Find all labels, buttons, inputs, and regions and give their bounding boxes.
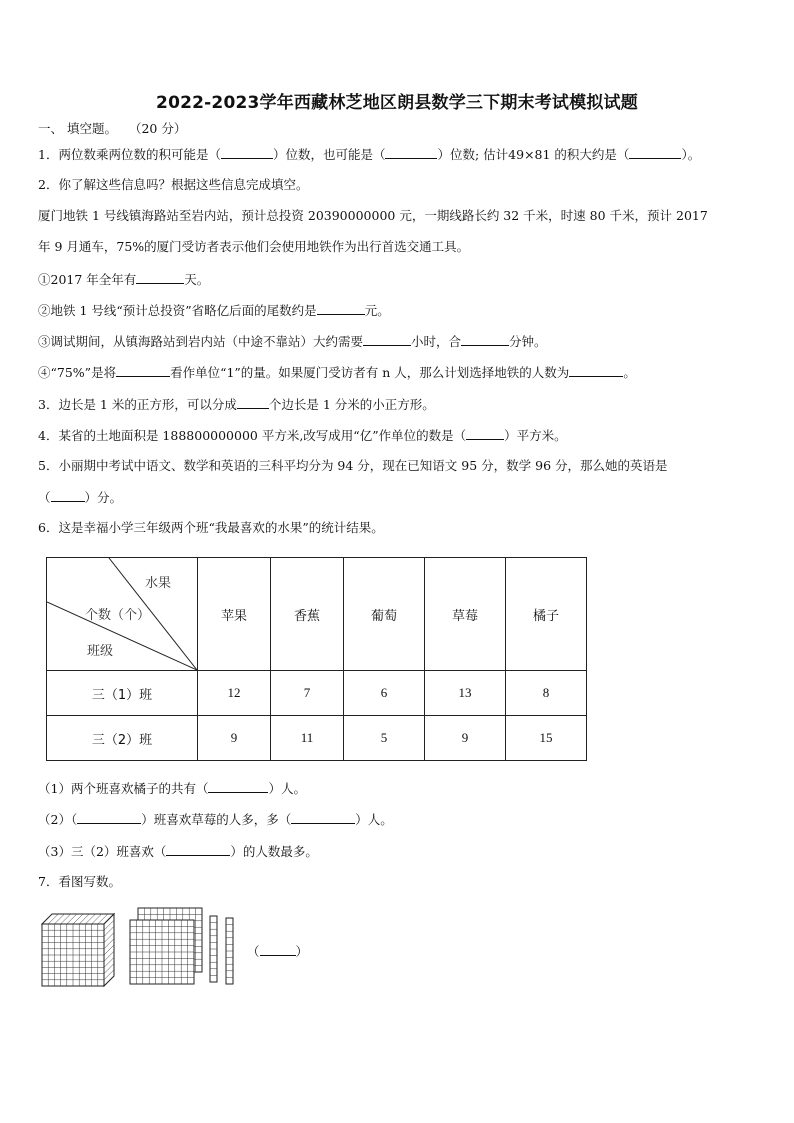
question-2-paragraph-1: 厦门地铁 1 号线镇海路站至岩内站，预计总投资 20390000000 元，一期线路长约 32 千米，时速 80 千米，预计 2017 — [38, 208, 708, 223]
q7-blank[interactable] — [260, 943, 296, 956]
corner-label-class: 班级 — [87, 644, 114, 659]
table-cell: 11 — [271, 716, 344, 761]
question-7-answer — [247, 942, 308, 960]
q2-s4-blank-1[interactable] — [116, 364, 170, 377]
q1-blank-1[interactable] — [221, 146, 273, 159]
q3-blank[interactable] — [237, 396, 269, 409]
base-ten-blocks-image — [40, 906, 240, 990]
q2-s3-blank-1[interactable] — [363, 333, 411, 346]
question-2-item-1 — [38, 271, 209, 288]
table-header-row — [47, 558, 587, 671]
column-header: 草莓 — [425, 558, 506, 671]
q6-sub2-text-a: （2）（ — [38, 812, 78, 827]
question-6-sub-2 — [38, 811, 393, 828]
table-cell: 9 — [425, 716, 506, 761]
question-5-line-1: 5．小丽期中考试中语文、数学和英语的三科平均分为 94 分，现在已知语文 95 分，数学 96 分，那么她的英语是 — [38, 458, 668, 473]
q1-blank-2[interactable] — [385, 146, 437, 159]
q2-s4-text-b: 看作单位“1”的量。如果厦门受访者有 n 人，那么计划选择地铁的人数为 — [170, 365, 570, 380]
table-row — [47, 671, 587, 716]
question-6-sub-3 — [38, 843, 318, 860]
question-2-item-3 — [38, 333, 547, 350]
q3-text-a: 3．边长是 1 米的正方形，可以分成 — [38, 397, 237, 412]
q2-s1-text-a: ①2017 年全年有 — [38, 272, 137, 287]
table-cell: 6 — [344, 671, 425, 716]
table-cell: 15 — [506, 716, 587, 761]
column-header: 香蕉 — [271, 558, 344, 671]
table-cell: 12 — [198, 671, 271, 716]
q2-s4-text-a: ④“75%”是将 — [38, 365, 117, 380]
q1-text-a: 1．两位数乘两位数的积可能是（ — [38, 147, 221, 162]
q5-text-a: （ — [38, 490, 51, 505]
fruit-table — [46, 557, 587, 761]
table-row — [47, 716, 587, 761]
q6-sub3-blank[interactable] — [166, 843, 230, 856]
q5-blank[interactable] — [51, 489, 85, 502]
row-header: 三（1）班 — [47, 671, 198, 716]
question-6-sub-1 — [38, 780, 306, 797]
question-5-line-2 — [38, 489, 122, 506]
q6-sub3-text-a: （3）三（2）班喜欢（ — [38, 844, 167, 859]
q5-text-b: ）分。 — [84, 490, 123, 505]
column-header: 橘子 — [506, 558, 587, 671]
question-3 — [38, 396, 435, 413]
section-label: 一、 填空题。 — [38, 121, 117, 136]
place-value-blocks-figure — [40, 906, 240, 994]
section-score: （20 分） — [128, 121, 187, 136]
q6-sub2-text-c: ）人。 — [355, 812, 393, 827]
q7-paren-open: （ — [247, 944, 260, 959]
q1-text-b: ）位数，也可能是（ — [272, 147, 386, 162]
q2-s4-blank-2[interactable] — [569, 364, 623, 377]
question-2-stem: 2．你了解这些信息吗？根据这些信息完成填空。 — [38, 177, 309, 192]
table-cell: 13 — [425, 671, 506, 716]
q3-text-b: 个边长是 1 分米的小正方形。 — [268, 397, 435, 412]
q1-blank-3[interactable] — [629, 146, 681, 159]
q6-sub1-blank[interactable] — [208, 780, 268, 793]
question-7-stem: 7．看图写数。 — [38, 874, 121, 889]
q6-sub3-text-b: ）的人数最多。 — [230, 844, 318, 859]
corner-label-fruit: 水果 — [145, 576, 172, 591]
question-6-stem: 6．这是幸福小学三年级两个班“我最喜欢的水果”的统计结果。 — [38, 520, 384, 535]
q2-s2-text-b: 元。 — [364, 303, 390, 318]
q2-s3-text-b: 小时，合 — [411, 334, 462, 349]
corner-label-count: 个数（个） — [85, 608, 151, 623]
q6-sub2-blank-2[interactable] — [291, 811, 355, 824]
table-cell: 8 — [506, 671, 587, 716]
q4-text-a: 4．某省的土地面积是 188800000000 平方米,改写成用“亿”作单位的数是（ — [38, 428, 467, 443]
q2-s3-text-c: 分钟。 — [509, 334, 547, 349]
table-corner-cell — [47, 558, 198, 671]
question-1 — [38, 146, 700, 163]
q4-text-b: ）平方米。 — [504, 428, 567, 443]
q2-s1-text-b: 天。 — [184, 272, 210, 287]
q6-sub2-blank-1[interactable] — [77, 811, 141, 824]
q2-s2-text-a: ②地铁 1 号线“预计总投资”省略亿后面的尾数约是 — [38, 303, 317, 318]
page-title: 2022-2023学年西藏林芝地区朗县数学三下期末考试模拟试题 — [156, 93, 638, 113]
section-heading — [38, 121, 186, 137]
question-4 — [38, 427, 567, 444]
q7-paren-close: ） — [295, 944, 309, 959]
table-cell: 5 — [344, 716, 425, 761]
column-header: 葡萄 — [344, 558, 425, 671]
column-header: 苹果 — [198, 558, 271, 671]
q2-s3-blank-2[interactable] — [461, 333, 509, 346]
question-2-item-2 — [38, 302, 390, 319]
q6-sub1-text-a: （1）两个班喜欢橘子的共有（ — [38, 781, 209, 796]
q2-s3-text-a: ③调试期间，从镇海路站到岩内站（中途不靠站）大约需要 — [38, 334, 364, 349]
q1-text-c: ）位数; 估计49×81 的积大约是（ — [437, 147, 630, 162]
q2-s4-text-c: 。 — [623, 365, 636, 380]
question-2-paragraph-2: 年 9 月通车，75%的厦门受访者表示他们会使用地铁作为出行首选交通工具。 — [38, 239, 470, 254]
q2-s1-blank[interactable] — [136, 271, 184, 284]
table-cell: 7 — [271, 671, 344, 716]
question-2-item-4 — [38, 364, 636, 381]
q4-blank[interactable] — [466, 427, 504, 440]
q2-s2-blank[interactable] — [317, 302, 365, 315]
q1-text-d: ）。 — [681, 147, 701, 162]
q6-sub1-text-b: ）人。 — [268, 781, 306, 796]
row-header: 三（2）班 — [47, 716, 198, 761]
table-cell: 9 — [198, 716, 271, 761]
q6-sub2-text-b: ）班喜欢草莓的人多，多（ — [141, 812, 292, 827]
